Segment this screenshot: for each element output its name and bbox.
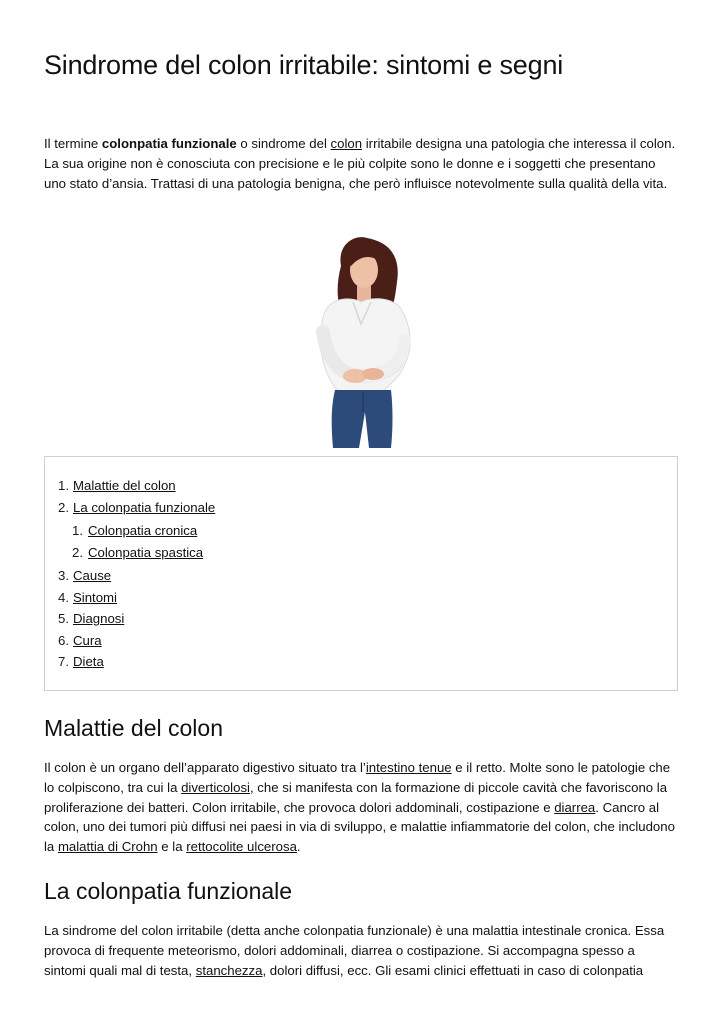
- paragraph-text: Il colon è un organo dell’apparato digestivo situato tra l’: [44, 760, 366, 775]
- intro-bold-term: colonpatia funzionale: [101, 136, 237, 151]
- toc-link-cause[interactable]: Cause: [73, 568, 112, 583]
- toc-item-sintomi: 4. Sintomi: [58, 589, 117, 605]
- toc-item-malattie-del-colon: 1. Malattie del colon: [58, 478, 176, 493]
- toc-item-diagnosi: 5. Diagnosi: [58, 611, 125, 626]
- toc-link-malattie-del-colon[interactable]: Malattie del colon: [73, 478, 176, 493]
- section-colonpatia-paragraph: [44, 921, 680, 980]
- link-diverticolosi[interactable]: diverticolosi: [181, 779, 250, 795]
- page-title: Sindrome del colon irritabile: sintomi e segni: [44, 50, 564, 80]
- paragraph-text: , dolori diffusi, ecc. Gli esami clinici effettuati in caso di colonpatia: [262, 962, 644, 978]
- paragraph-text: , che si manifesta con la formazione di piccole cavità che favoriscono la proliferazione dei batteri. Colon irritabile, che provoca dolori addominali, costipazione e: [44, 779, 668, 815]
- toc-link-colonpatia-cronica[interactable]: Colonpatia cronica: [88, 523, 198, 538]
- paragraph-text: e il retto. Molte sono le patologie che lo colpiscono, tra cui la: [44, 760, 671, 795]
- toc-subitem-colonpatia-cronica: 1. Colonpatia cronica: [72, 523, 198, 538]
- toc-link-diagnosi[interactable]: Diagnosi: [73, 611, 125, 626]
- toc-link-dieta[interactable]: Dieta: [73, 654, 104, 669]
- paragraph-text: e la: [157, 839, 187, 855]
- toc-item-colonpatia-funzionale: 2. La colonpatia funzionale: [58, 499, 216, 515]
- paragraph-text: .: [296, 839, 301, 855]
- intro-text: o sindrome del: [236, 136, 331, 151]
- section-heading-malattie: Malattie del colon: [44, 715, 223, 741]
- intro-text: Il termine: [44, 136, 102, 151]
- toc-item-cause: 3. Cause: [58, 568, 112, 583]
- link-stanchezza[interactable]: stanchezza: [195, 962, 263, 978]
- intro-text: irritabile designa una patologia che interessa il colon. La sua origine non è conosciuta con precisione e le più colpite sono le donne e i soggetti che presentano uno stato d’ansia. Trattasi di una patologia benigna, che però influisce notevolmente sulla qualità della vita.: [44, 136, 676, 191]
- toc-sublist-container: [55, 520, 215, 563]
- paragraph-text: . Cancro al colon, uno dei tumori più diffusi nei paesi in via di sviluppo, e malattie infiammatorie del colon, che includono la: [44, 799, 675, 855]
- link-intestino-tenue[interactable]: intestino tenue: [365, 760, 452, 775]
- toc-link-sintomi[interactable]: Sintomi: [73, 589, 117, 605]
- toc-link-colonpatia-funzionale[interactable]: La colonpatia funzionale: [73, 499, 216, 515]
- table-of-contents: [44, 456, 678, 691]
- toc-item-dieta: 7. Dieta: [58, 654, 104, 669]
- link-diarrea[interactable]: diarrea: [554, 799, 596, 815]
- toc-subitem-colonpatia-spastica: 2. Colonpatia spastica: [72, 544, 204, 560]
- link-rettocolite-ulcerosa[interactable]: rettocolite ulcerosa: [186, 839, 297, 855]
- paragraph-text: La sindrome del colon irritabile (detta anche colonpatia funzionale) è una malattia intestinale cronica. Essa provoca di frequente meteorismo, dolori addominali, diarrea o costipazione. Si accompagna spesso a sintomi quali mal di testa,: [44, 923, 665, 978]
- toc-link-cura[interactable]: Cura: [73, 632, 102, 648]
- toc-link-colonpatia-spastica[interactable]: Colonpatia spastica: [88, 544, 204, 560]
- woman-stomach-pain-image: [297, 236, 423, 448]
- link-colon[interactable]: colon: [330, 136, 363, 151]
- intro-paragraph: [44, 134, 680, 193]
- toc-sublist: [55, 520, 215, 563]
- link-malattia-di-crohn[interactable]: malattia di Crohn: [57, 839, 158, 855]
- section-malattie-paragraph: [44, 758, 680, 857]
- section-heading-colonpatia: La colonpatia funzionale: [44, 878, 293, 904]
- toc-item-cura: 6. Cura: [58, 632, 102, 648]
